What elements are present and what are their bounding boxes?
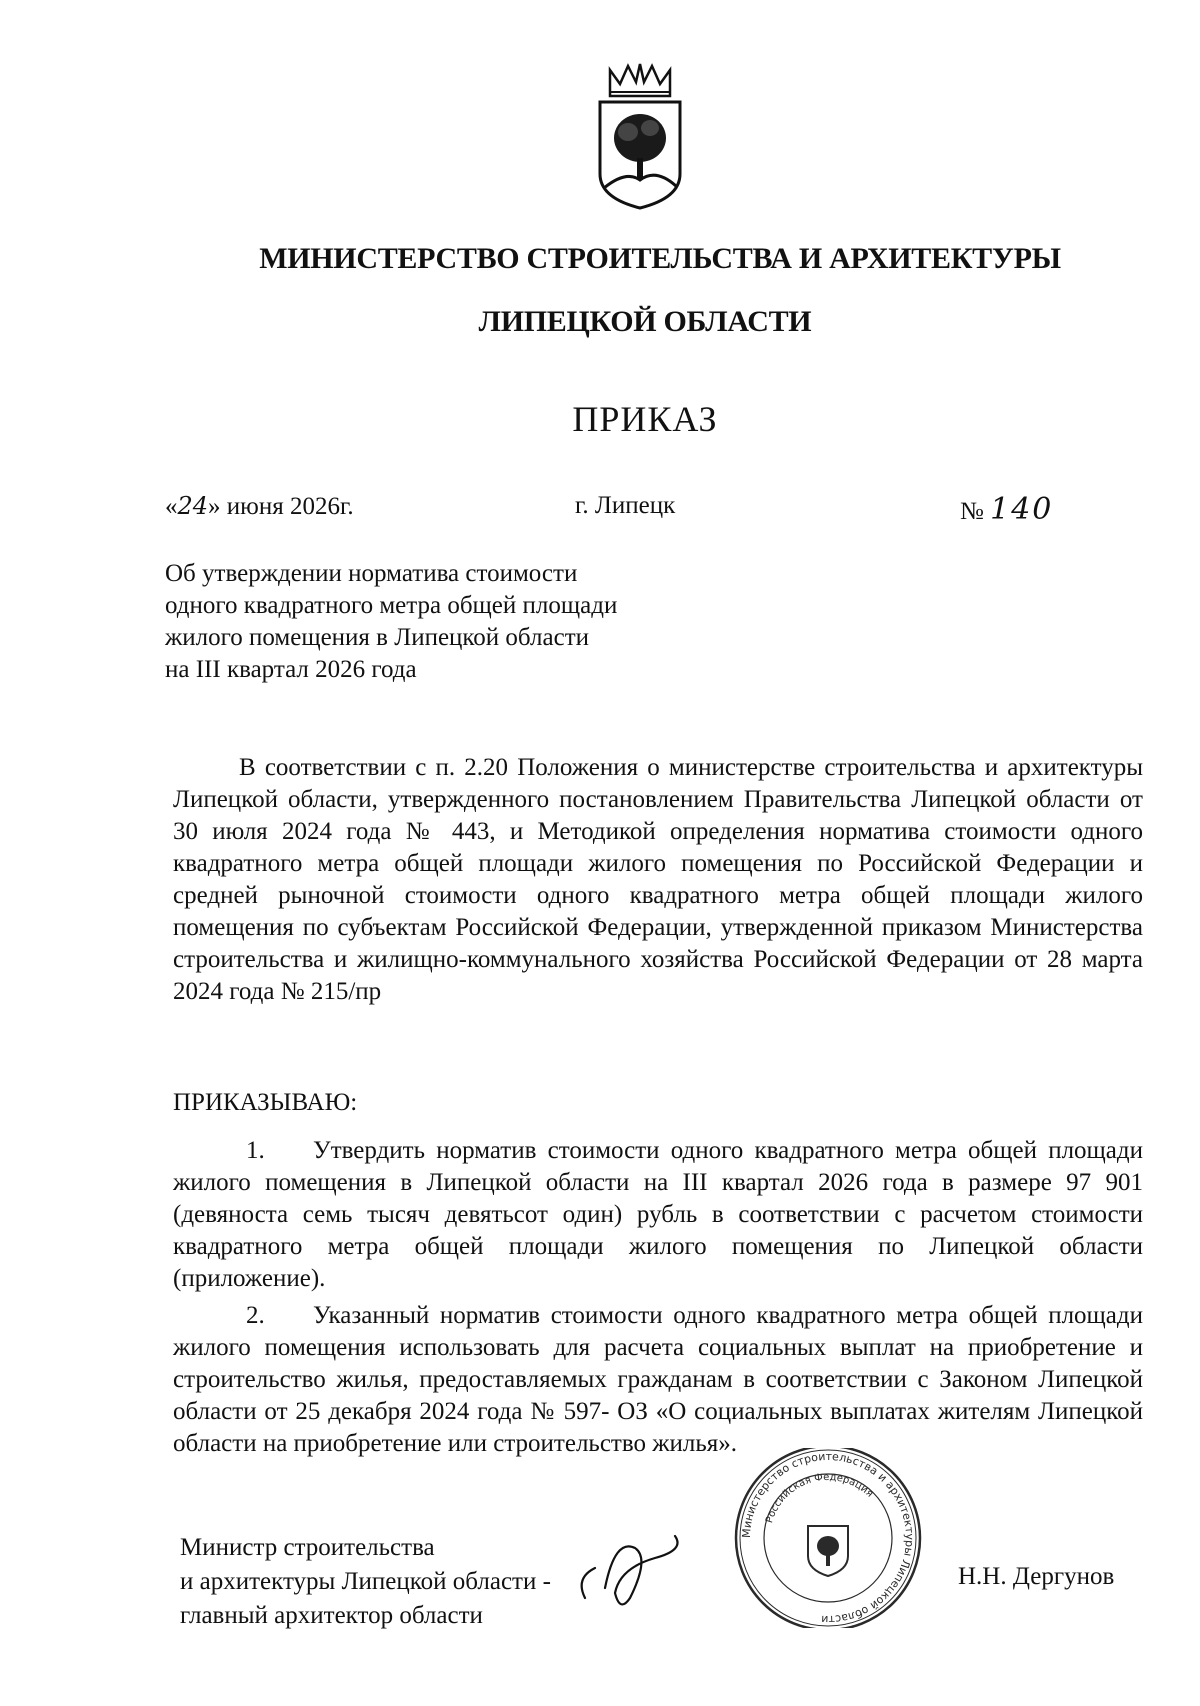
subject-line: Об утверждении норматива стоимости: [165, 560, 578, 587]
subject-line: жилого помещения в Липецкой области: [165, 624, 589, 651]
signer-position-line: Министр строительства: [180, 1534, 435, 1561]
signer-position-line: и архитектуры Липецкой области -: [180, 1568, 551, 1595]
subject-line: одного квадратного метра общей площади: [165, 592, 618, 619]
item-text: Указанный норматив стоимости одного квадратного метра общей площади жилого помещения использовать для расчета социальных выплат на приобретение и строительство жилья, предоставляемых гражданам в соответствии с Законом Липецкой области от 25 декабря 2024 года № 597- ОЗ «О социальных выплатах жителям Липецкой области на приобретение или строительство жилья».: [173, 1302, 1143, 1457]
official-stamp: [728, 1448, 928, 1628]
item-number: 1.: [246, 1137, 265, 1164]
signer-position-line: главный архитектор области: [180, 1602, 483, 1629]
date-month-year: » июня 2026г.: [208, 493, 354, 520]
signer-name: Н.Н. Дергунов: [958, 1563, 1115, 1590]
subject-line: на III квартал 2026 года: [165, 656, 417, 683]
item-number: 2.: [246, 1302, 265, 1329]
ministry-name-line2: ЛИПЕЦКОЙ ОБЛАСТИ: [478, 305, 812, 338]
order-subject: [165, 558, 725, 686]
coat-of-arms-emblem: [596, 62, 684, 210]
stamp-inner-text: Российская Федерация: [764, 1471, 876, 1525]
handwritten-signature: [575, 1528, 695, 1618]
svg-text:Российская Федерация: [764, 1472, 875, 1525]
order-date: [165, 492, 354, 521]
date-day-handwritten: 24: [177, 492, 209, 520]
number-prefix: №: [960, 498, 984, 525]
order-city: г. Липецк: [575, 492, 676, 519]
number-handwritten: 140: [990, 492, 1054, 527]
signer-position: [180, 1531, 551, 1633]
preamble-paragraph: В соответствии с п. 2.20 Положения о министерстве строительства и архитектуры Липецкой области, утвержденного постановлением Правительства Липецкой области от 30 июля 2024 года № 443, и Методикой определения норматива стоимости одного квадратного метра общей площади жилого помещения по Российской Федерации и средней рыночной стоимости одного квадратного метра общей площади жилого помещения по субъектам Российской Федерации, утвержденной приказом Министерства строительства и жилищно-коммунального хозяйства Российской Федерации от 28 марта 2024 года № 215/пр: [173, 754, 1143, 1005]
order-directive: ПРИКАЗЫВАЮ:: [173, 1089, 358, 1116]
ministry-name-line1: МИНИСТЕРСТВО СТРОИТЕЛЬСТВА И АРХИТЕКТУРЫ: [259, 242, 1061, 275]
date-open-quote: «: [165, 493, 178, 520]
order-item: [173, 1135, 1143, 1295]
order-number: [960, 492, 1053, 527]
document-type-title: ПРИКАЗ: [572, 399, 718, 439]
order-item: [173, 1300, 1143, 1460]
item-text: Утвердить норматив стоимости одного квадратного метра общей площади жилого помещения в Липецкой области на III квартал 2026 года в размере 97 901 (девяноста семь тысяч девятьсот один) рубль в соответствии с расчетом стоимости квадратного метра общей площади жилого помещения по Липецкой области (приложение).: [173, 1137, 1143, 1292]
stamp-ring-text: Министерство строительства и архитектуры Липецкой области: [739, 1449, 917, 1627]
